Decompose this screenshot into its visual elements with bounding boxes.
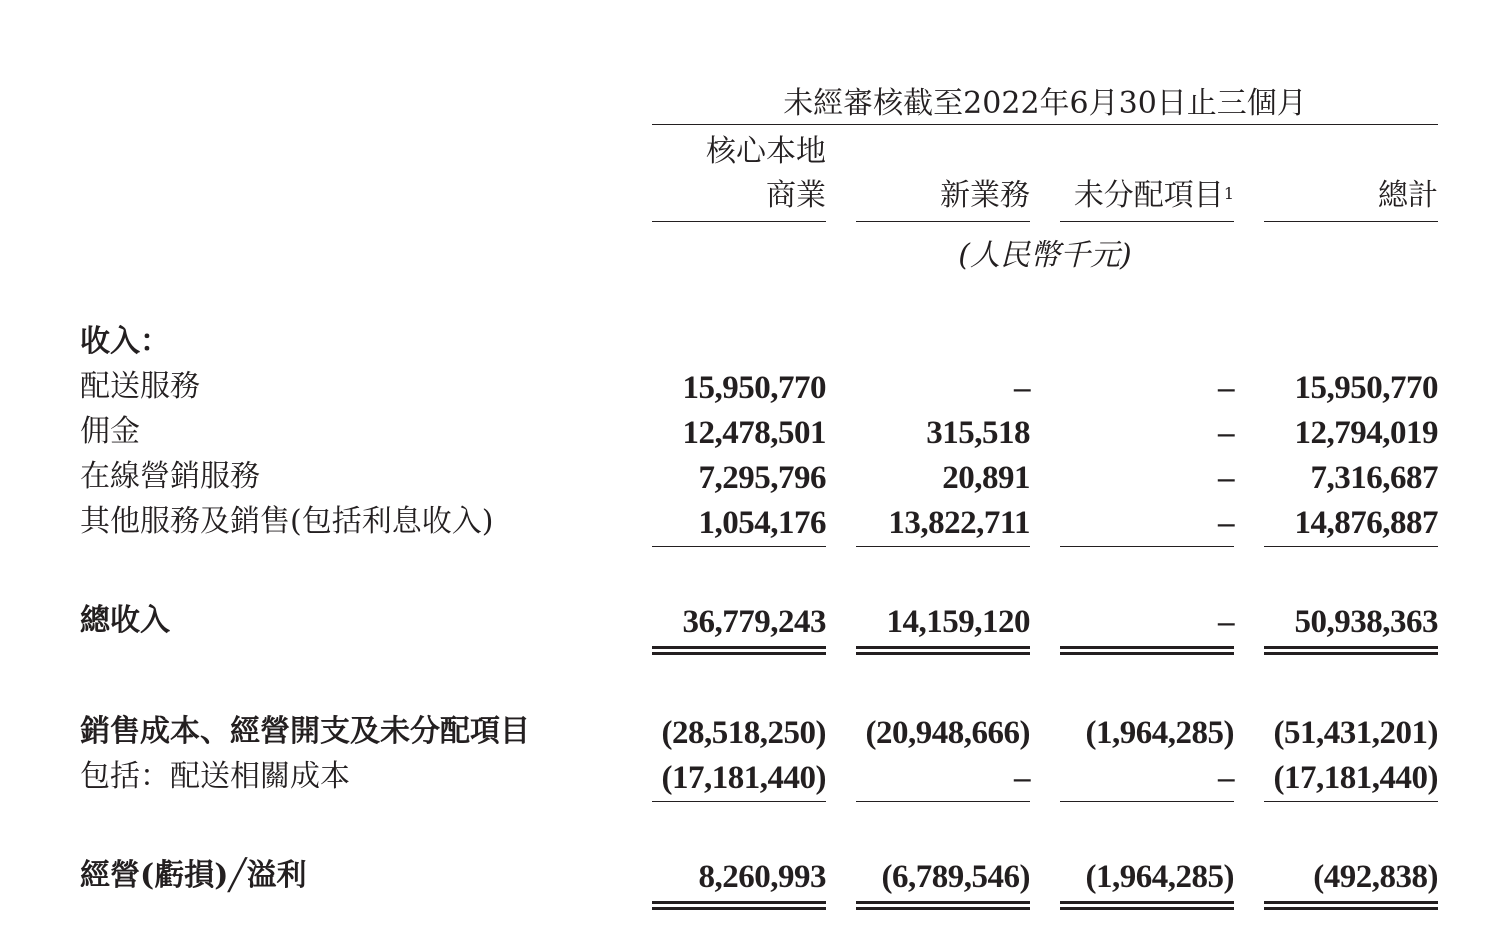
cell-delivery-total: 15,950,770 bbox=[1294, 370, 1438, 406]
column-header-rule bbox=[652, 221, 826, 222]
column-header-unallocated bbox=[1060, 174, 1234, 218]
cell-online-marketing-unallocated: – bbox=[1218, 460, 1234, 496]
column-header-line2: 新業務 bbox=[940, 178, 1030, 213]
total-double-rule bbox=[1060, 901, 1234, 910]
subtotal-rule bbox=[856, 801, 1030, 802]
row-label-delivery: 配送服務 bbox=[80, 369, 200, 404]
column-header-core-local bbox=[652, 130, 826, 218]
cell-commission-total: 12,794,019 bbox=[1294, 415, 1438, 451]
total-double-rule bbox=[856, 646, 1030, 655]
cell-operating-new: (6,789,546) bbox=[881, 859, 1030, 895]
column-header-rule bbox=[856, 221, 1030, 222]
period-heading: 未經審核截至2022年6月30日止三個月 bbox=[783, 86, 1307, 121]
cell-including-new: – bbox=[1014, 760, 1030, 796]
cell-commission-new: 315,518 bbox=[926, 415, 1030, 451]
cell-delivery-unallocated: – bbox=[1218, 370, 1234, 406]
cell-other-core: 1,054,176 bbox=[698, 505, 826, 541]
row-label-costs: 銷售成本、經營開支及未分配項目 bbox=[80, 714, 530, 749]
column-header-line1: 核心本地 bbox=[706, 134, 826, 169]
row-label-including-delivery-costs: 包括：配送相關成本 bbox=[80, 759, 350, 794]
cell-costs-new: (20,948,666) bbox=[865, 715, 1030, 751]
column-header-line2: 商業 bbox=[766, 178, 826, 213]
subtotal-rule bbox=[856, 546, 1030, 547]
cell-commission-unallocated: – bbox=[1218, 415, 1234, 451]
row-label-online-marketing: 在線營銷服務 bbox=[80, 459, 260, 494]
column-header-total bbox=[1264, 174, 1438, 218]
cell-operating-total: (492,838) bbox=[1313, 859, 1438, 895]
cell-other-unallocated: – bbox=[1218, 505, 1234, 541]
cell-other-new: 13,822,711 bbox=[888, 505, 1030, 541]
column-header-line2: 未分配項目 bbox=[1073, 178, 1224, 213]
total-double-rule bbox=[1264, 901, 1438, 910]
cell-operating-unallocated: (1,964,285) bbox=[1085, 859, 1234, 895]
cell-including-total: (17,181,440) bbox=[1273, 760, 1438, 796]
cell-costs-unallocated: (1,964,285) bbox=[1085, 715, 1234, 751]
cell-total-revenue-new: 14,159,120 bbox=[886, 604, 1030, 640]
cell-online-marketing-total: 7,316,687 bbox=[1310, 460, 1438, 496]
cell-total-revenue-total: 50,938,363 bbox=[1294, 604, 1438, 640]
revenue-heading: 收入： bbox=[80, 324, 170, 359]
cell-online-marketing-core: 7,295,796 bbox=[698, 460, 826, 496]
cell-total-revenue-core: 36,779,243 bbox=[682, 604, 826, 640]
cell-delivery-new: – bbox=[1014, 370, 1030, 406]
total-double-rule bbox=[1060, 646, 1234, 655]
cell-costs-core: (28,518,250) bbox=[661, 715, 826, 751]
cell-delivery-core: 15,950,770 bbox=[682, 370, 826, 406]
column-header-line2: 總計 bbox=[1378, 178, 1438, 213]
currency-unit: (人民幣千元) bbox=[958, 238, 1132, 273]
row-label-commission: 佣金 bbox=[80, 414, 140, 449]
column-header-rule bbox=[1264, 221, 1438, 222]
cell-including-unallocated: – bbox=[1218, 760, 1234, 796]
column-header-rule bbox=[1060, 221, 1234, 222]
row-label-operating-result: 經營(虧損)╱溢利 bbox=[80, 858, 307, 893]
total-double-rule bbox=[652, 646, 826, 655]
footnote-marker: 1 bbox=[1223, 184, 1234, 203]
cell-total-revenue-unallocated: – bbox=[1218, 604, 1234, 640]
subtotal-rule bbox=[1060, 546, 1234, 547]
cell-other-total: 14,876,887 bbox=[1294, 505, 1438, 541]
cell-commission-core: 12,478,501 bbox=[682, 415, 826, 451]
subtotal-rule bbox=[1264, 546, 1438, 547]
total-double-rule bbox=[652, 901, 826, 910]
subtotal-rule bbox=[1264, 801, 1438, 802]
column-header-new-initiatives bbox=[856, 174, 1030, 218]
cell-including-core: (17,181,440) bbox=[661, 760, 826, 796]
total-double-rule bbox=[856, 901, 1030, 910]
cell-online-marketing-new: 20,891 bbox=[942, 460, 1030, 496]
period-underline bbox=[652, 124, 1438, 125]
row-label-total-revenue: 總收入 bbox=[80, 603, 170, 638]
total-double-rule bbox=[1264, 646, 1438, 655]
row-label-other-services: 其他服務及銷售(包括利息收入) bbox=[80, 504, 494, 539]
subtotal-rule bbox=[652, 546, 826, 547]
cell-operating-core: 8,260,993 bbox=[698, 859, 826, 895]
subtotal-rule bbox=[652, 801, 826, 802]
cell-costs-total: (51,431,201) bbox=[1273, 715, 1438, 751]
subtotal-rule bbox=[1060, 801, 1234, 802]
